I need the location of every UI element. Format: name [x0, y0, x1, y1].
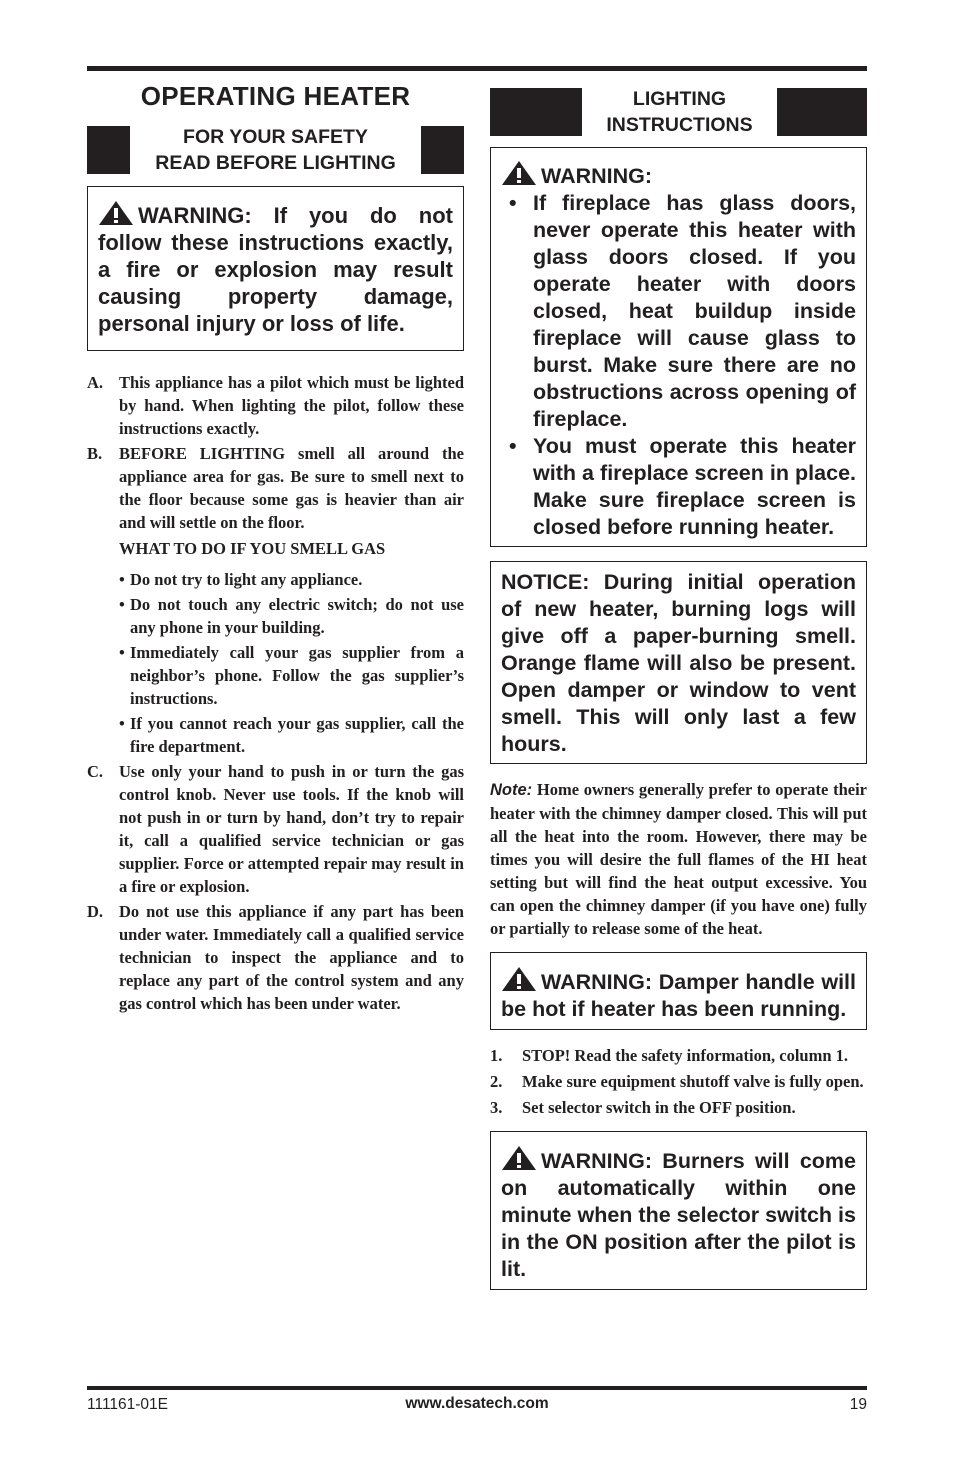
bullet-icon: • — [119, 714, 125, 733]
top-rule — [87, 66, 867, 71]
safety-heading-line-2: READ BEFORE LIGHTING — [155, 152, 396, 174]
list-item — [490, 1070, 867, 1093]
item-letter: B. — [87, 444, 103, 463]
list-item — [87, 371, 464, 440]
step-number: 2. — [490, 1072, 503, 1091]
list-item — [119, 712, 464, 758]
right-column — [490, 88, 867, 1290]
bottom-rule — [87, 1386, 867, 1390]
doc-number: 111161-01E — [87, 1396, 169, 1413]
step-text: Set selector switch in the OFF position. — [522, 1098, 796, 1117]
list-item — [119, 568, 464, 591]
notice-text: NOTICE: During initial operation of new heater, burning logs will give off a paper-burning smell. Orange flame will also be present. Open damper or window to vent smell. This will only last a few hours. — [501, 570, 856, 756]
lighting-heading-line-1: LIGHTING — [632, 88, 727, 110]
lighting-heading-line-2: INSTRUCTIONS — [606, 114, 753, 136]
bullet-text: You must operate this heater with a fireplace screen in place. Make sure fireplace screen is closed before running heater. — [533, 434, 856, 539]
step-number: 3. — [490, 1098, 503, 1117]
bar-block-right — [777, 88, 867, 136]
bar-block-right — [421, 126, 464, 174]
item-letter: C. — [87, 762, 104, 781]
burners-warning-box — [490, 1131, 867, 1290]
bullet-icon: • — [119, 595, 125, 614]
note-label: Note: — [490, 781, 533, 799]
smell-gas-heading: WHAT TO DO IF YOU SMELL GAS — [119, 539, 386, 558]
fire-warning-text: WARNING: If you do not follow these instructions exactly, a fire or explosion may result causing property damage, personal injury or loss of life. — [98, 203, 453, 336]
item-letter: D. — [87, 902, 104, 921]
list-item — [119, 641, 464, 710]
list-item — [87, 442, 464, 534]
item-text: BEFORE LIGHTING smell all around the appliance area for gas. Be sure to smell next to the floor because some gas is heavier than air and will settle on the floor. — [119, 444, 464, 532]
lighting-steps — [490, 1044, 867, 1119]
damper-warning-box — [490, 952, 867, 1030]
warning-triangle-icon — [501, 1145, 537, 1171]
note-paragraph — [490, 778, 867, 940]
warning-title-row — [501, 160, 856, 190]
bullet-text: Immediately call your gas supplier from a neighbor’s phone. Follow the gas supplier’s instructions. — [130, 643, 464, 708]
bullet-text: If fireplace has glass doors, never operate this heater with glass doors closed. If you operate heater with doors closed, heat buildup inside fireplace will cause glass to burst. Make sure there are no obstructions across opening of fireplace. — [533, 191, 856, 431]
lighting-heading-text — [582, 86, 777, 138]
bullet-icon: • — [119, 643, 125, 662]
list-item — [87, 760, 464, 898]
bullet-text: If you cannot reach your gas supplier, call the fire department. — [130, 714, 464, 756]
safety-heading-line-1: FOR YOUR SAFETY — [183, 126, 368, 148]
lighting-bar-heading — [490, 88, 867, 136]
bullet-icon: • — [509, 191, 517, 215]
website-url: www.desatech.com — [405, 1395, 549, 1412]
damper-warning-text: WARNING: Damper handle will be hot if heater has been running. — [501, 970, 856, 1021]
list-item — [490, 1044, 867, 1067]
note-text: Home owners generally prefer to operate their heater with the chimney damper closed. This will put all the heat into the room. However, there may be times you will desire the full flames of the HI heat setting but will find the heat output excessive. You can open the chimney damper (if you have one) fully or partially to release some of the heat. — [490, 780, 867, 938]
warning-triangle-icon — [501, 966, 537, 992]
list-item — [490, 1096, 867, 1119]
safety-heading-text — [130, 124, 421, 176]
fire-warning-box — [87, 186, 464, 351]
warning-triangle-icon — [501, 160, 537, 186]
bar-block-left — [87, 126, 130, 174]
warning-bullet-list — [501, 190, 856, 541]
safety-items — [87, 371, 464, 1015]
warning-triangle-icon — [98, 200, 134, 226]
step-number: 1. — [490, 1046, 503, 1065]
list-item — [87, 900, 464, 1015]
item-text: Do not use this appliance if any part has been under water. Immediately call a qualified service technician to inspect the appliance and to replace any part of the control system and any gas control which has been under water. — [119, 902, 464, 1013]
safety-bar-heading — [87, 126, 464, 174]
bullet-text: Do not touch any electric switch; do not use any phone in your building. — [130, 595, 464, 637]
list-item — [119, 593, 464, 639]
glass-doors-warning-box — [490, 147, 867, 547]
warning-title: WARNING: — [541, 164, 653, 188]
notice-box — [490, 561, 867, 764]
step-text: STOP! Read the safety information, column 1. — [522, 1046, 849, 1065]
bullet-icon: • — [119, 570, 125, 589]
item-letter: A. — [87, 373, 104, 392]
section-title: OPERATING HEATER — [140, 81, 411, 111]
step-text: Make sure equipment shutoff valve is fully open. — [522, 1072, 864, 1091]
bar-block-left — [490, 88, 582, 136]
bullet-icon: • — [509, 434, 517, 458]
burners-warning-text: WARNING: Burners will come on automatically within one minute when the selector switch is in the ON position after the pilot is lit. — [501, 1149, 856, 1281]
item-text: This appliance has a pilot which must be lighted by hand. When lighting the pilot, follow these instructions exactly. — [119, 373, 464, 438]
list-item — [501, 433, 856, 541]
list-item — [501, 190, 856, 433]
item-text: Use only your hand to push in or turn the gas control knob. Never use tools. If the knob will not push in or turn by hand, don’t try to repair it, call a qualified service technician or gas supplier. Force or attempted repair may result in a fire or explosion. — [119, 762, 464, 896]
left-column — [87, 80, 464, 1017]
bullet-text: Do not try to light any appliance. — [130, 570, 363, 589]
page-number: 19 — [849, 1396, 867, 1413]
